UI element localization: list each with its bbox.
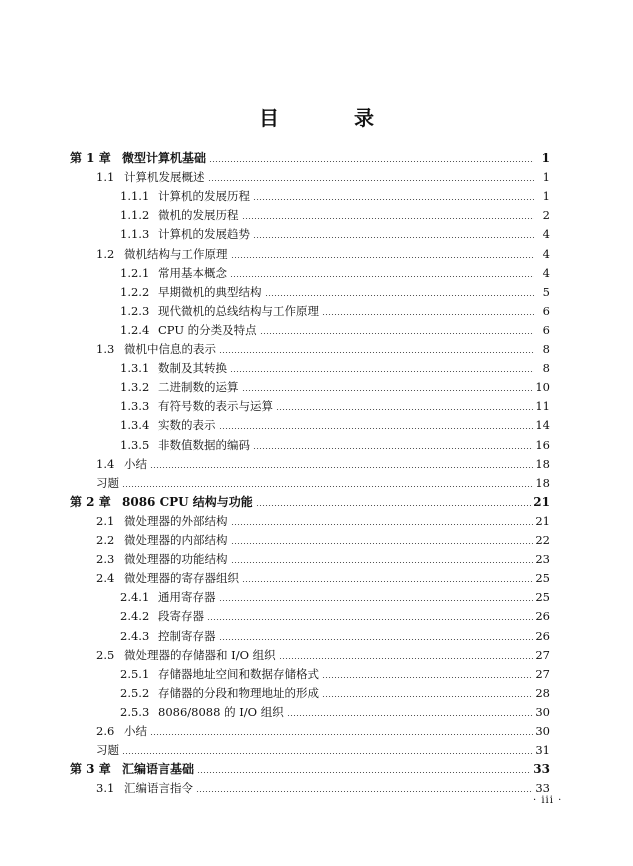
dot-leader: [322, 677, 533, 678]
toc-entry-page: 27: [535, 666, 550, 681]
dot-leader: [207, 619, 533, 620]
toc-entry-title: 存储器地址空间和数据存储格式: [158, 666, 319, 681]
toc-entry-title: 早期微机的典型结构: [158, 284, 262, 299]
toc-entry-number: 1.2.2: [120, 284, 150, 299]
toc-entry-page: 23: [535, 552, 550, 567]
toc-entry-title: 控制寄存器: [158, 628, 216, 643]
dot-leader: [265, 295, 535, 296]
dot-leader: [219, 600, 534, 601]
toc-entry-page: 18: [535, 456, 550, 471]
toc-entry[interactable]: [120, 261, 550, 280]
toc-entry-number: 1.1: [96, 170, 115, 185]
toc-entry-page: 6: [542, 303, 550, 318]
toc-entry-page: 26: [535, 609, 550, 624]
toc-entry-title: 实数的表示: [158, 418, 216, 433]
dot-leader: [196, 791, 533, 792]
toc-entry[interactable]: [120, 203, 550, 222]
toc-entry-page: 25: [535, 590, 550, 605]
toc-entry[interactable]: [70, 490, 550, 509]
page-number: · iii ·: [533, 795, 563, 806]
toc-entry-number: 1.1.3: [120, 227, 150, 242]
toc-entry-title: 计算机发展概述: [124, 170, 205, 185]
toc-entry[interactable]: [120, 299, 550, 318]
toc-entry-number: 2.3: [96, 552, 115, 567]
toc-entry-page: 21: [533, 494, 550, 509]
toc-entry[interactable]: [96, 528, 550, 547]
toc-entry-page: 11: [535, 399, 550, 414]
dot-leader: [208, 180, 535, 181]
toc-entry-title: 微处理器的存储器和 I/O 组织: [124, 647, 276, 662]
toc-entry-number: 2.4.3: [120, 628, 150, 643]
toc-entry-page: 16: [535, 437, 550, 452]
toc-entry[interactable]: [120, 604, 550, 623]
dot-leader: [230, 276, 534, 277]
toc-entry-number: 1.2.3: [120, 303, 150, 318]
toc-entry[interactable]: [120, 681, 550, 700]
dot-leader: [242, 390, 534, 391]
toc-entry-page: 10: [535, 380, 550, 395]
toc-entry[interactable]: [120, 700, 550, 719]
dot-leader: [253, 448, 533, 449]
dot-leader: [276, 409, 533, 410]
toc-entry-number: 2.5.3: [120, 704, 150, 719]
toc-entry-title: CPU 的分类及特点: [158, 322, 257, 337]
page-title: 目 录: [259, 106, 408, 130]
toc-entry[interactable]: [120, 222, 550, 241]
toc-entry-title: 微机的发展历程: [158, 208, 239, 223]
toc-entry[interactable]: [120, 662, 550, 681]
toc-entry-number: 第 2 章: [70, 494, 111, 509]
toc-entry[interactable]: [70, 757, 550, 776]
toc-entry-page: 1: [542, 189, 550, 204]
toc-entry-number: 2.2: [96, 533, 115, 547]
toc-entry[interactable]: [120, 394, 550, 413]
toc-entry-title: 通用寄存器: [158, 590, 216, 605]
toc-entry[interactable]: [96, 776, 550, 795]
toc-entry-number: 1.3.4: [120, 418, 150, 433]
toc-entry-page: 22: [535, 533, 550, 547]
toc-entry-page: 21: [535, 513, 550, 528]
toc-entry[interactable]: [120, 280, 550, 299]
toc-entry-page: 30: [535, 724, 550, 738]
toc-entry-title: 有符号数的表示与运算: [158, 399, 273, 414]
dot-leader: [197, 772, 531, 773]
toc-entry[interactable]: [96, 566, 550, 585]
toc-entry[interactable]: [96, 509, 550, 528]
toc-entry-number: 2.5.2: [120, 685, 150, 700]
toc-entry-page: 30: [535, 704, 550, 719]
toc-entry-page: 25: [535, 571, 550, 586]
toc-entry-page: 33: [533, 762, 550, 777]
dot-leader: [122, 753, 533, 754]
toc-entry-page: 28: [535, 685, 550, 700]
dot-leader: [322, 314, 534, 315]
toc-entry[interactable]: [96, 547, 550, 566]
toc-entry-page: 14: [535, 418, 550, 433]
toc-entry-number: 1.2: [96, 246, 115, 261]
dot-leader: [219, 639, 534, 640]
toc-entry-title: 习题: [96, 475, 119, 490]
dot-leader: [322, 696, 533, 697]
toc-entry-number: 1.1.2: [120, 208, 150, 223]
toc-entry-title: 汇编语言指令: [124, 781, 193, 796]
toc-entry-title: 微处理器的内部结构: [124, 533, 228, 547]
dot-leader: [122, 486, 533, 487]
toc-entry[interactable]: [96, 643, 550, 662]
toc-entry-number: 2.4.2: [120, 609, 150, 624]
toc-entry-number: 1.3.2: [120, 380, 150, 395]
dot-leader: [150, 734, 533, 735]
dot-leader: [242, 581, 533, 582]
toc-entry-number: 1.3.5: [120, 437, 150, 452]
toc-entry-page: 8: [542, 361, 550, 376]
toc-entry[interactable]: [120, 585, 550, 604]
toc-entry-page: 26: [535, 628, 550, 643]
toc-entry[interactable]: [120, 356, 550, 375]
toc-entry-number: 2.4: [96, 571, 115, 586]
toc-entry[interactable]: [120, 375, 550, 394]
toc-entry-title: 微机中信息的表示: [124, 342, 216, 356]
toc-entry-title: 习题: [96, 743, 119, 758]
toc-entry-page: 6: [542, 322, 550, 337]
dot-leader: [231, 257, 535, 258]
toc-entry-title: 二进制数的运算: [158, 380, 239, 395]
toc-entry-title: 8086 CPU 结构与功能: [122, 494, 253, 509]
toc-entry-number: 第 1 章: [70, 151, 111, 165]
toc-entry-number: 1.1.1: [120, 189, 150, 204]
toc-entry-page: 31: [535, 743, 550, 758]
dot-leader: [260, 333, 534, 334]
dot-leader: [230, 371, 534, 372]
dot-leader: [150, 467, 533, 468]
toc-entry-page: 18: [535, 475, 550, 490]
toc-entry-number: 第 3 章: [70, 762, 111, 777]
toc-entry[interactable]: [96, 242, 550, 261]
dot-leader: [231, 562, 534, 563]
toc-entry-page: 1: [541, 151, 550, 165]
toc-entry-page: 4: [542, 227, 550, 242]
toc-entry-title: 小结: [124, 456, 147, 471]
toc-entry-page: 8: [542, 342, 550, 356]
toc-entry[interactable]: [96, 337, 550, 356]
toc-entry-title: 计算机的发展历程: [158, 189, 250, 204]
toc-entry[interactable]: [120, 433, 550, 452]
toc-entry-title: 数制及其转换: [158, 361, 227, 376]
toc-entry-title: 小结: [124, 724, 147, 738]
toc-entry-page: 4: [542, 265, 550, 280]
toc-entry-title: 8086/8088 的 I/O 组织: [158, 704, 284, 719]
toc-entry[interactable]: [120, 413, 550, 432]
dot-leader: [256, 505, 532, 506]
dot-leader: [219, 352, 534, 353]
toc-entry-number: 1.2.1: [120, 265, 150, 280]
toc-entry-title: 汇编语言基础: [122, 762, 195, 777]
toc-entry-title: 计算机的发展趋势: [158, 227, 250, 242]
toc-entry-number: 2.1: [96, 513, 115, 528]
toc-entry[interactable]: [70, 146, 550, 165]
toc-entry-page: 4: [542, 246, 550, 261]
dot-leader: [231, 524, 534, 525]
dot-leader: [253, 237, 534, 238]
toc-entry-title: 微机结构与工作原理: [124, 246, 228, 261]
toc-entry-page: 2: [542, 208, 550, 223]
dot-leader: [231, 543, 534, 544]
toc-entry[interactable]: [120, 318, 550, 337]
dot-leader: [287, 715, 534, 716]
dot-leader: [219, 428, 534, 429]
toc-entry-number: 2.6: [96, 724, 115, 738]
dot-leader: [253, 199, 534, 200]
toc-entry[interactable]: [96, 738, 550, 757]
dot-leader: [279, 658, 534, 659]
toc-entry-page: 27: [535, 647, 550, 662]
toc-entry-title: 段寄存器: [158, 609, 204, 624]
toc-entry-number: 2.4.1: [120, 590, 150, 605]
toc-entry-title: 现代微机的总线结构与工作原理: [158, 303, 319, 318]
toc-entry-number: 1.3: [96, 342, 115, 356]
toc-entry-page: 1: [542, 170, 550, 185]
toc-entry-number: 2.5: [96, 647, 115, 662]
toc-entry-number: 1.4: [96, 456, 115, 471]
toc-entry-title: 微处理器的外部结构: [124, 513, 228, 528]
toc-entry-number: 1.3.1: [120, 361, 150, 376]
toc-entry-title: 常用基本概念: [158, 265, 227, 280]
toc-entry[interactable]: [96, 452, 550, 471]
toc-entry-page: 33: [535, 781, 550, 796]
toc-entry-number: 1.2.4: [120, 322, 150, 337]
toc-entry-title: 微型计算机基础: [122, 151, 207, 165]
toc-entry-title: 非数值数据的编码: [158, 437, 250, 452]
toc-entry-number: 2.5.1: [120, 666, 150, 681]
toc-entry[interactable]: [96, 165, 550, 184]
dot-leader: [209, 161, 534, 162]
toc-entry[interactable]: [96, 471, 550, 490]
toc-entry[interactable]: [120, 624, 550, 643]
toc-entry[interactable]: [96, 719, 550, 738]
toc-entry-number: 1.3.3: [120, 399, 150, 414]
dot-leader: [242, 218, 535, 219]
toc-entry-title: 微处理器的功能结构: [124, 552, 228, 567]
toc-entry-title: 微处理器的寄存器组织: [124, 571, 239, 586]
toc-entry[interactable]: [120, 184, 550, 203]
toc-entry-page: 5: [542, 284, 550, 299]
toc-entry-number: 3.1: [96, 781, 115, 796]
toc-entry-title: 存储器的分段和物理地址的形成: [158, 685, 319, 700]
